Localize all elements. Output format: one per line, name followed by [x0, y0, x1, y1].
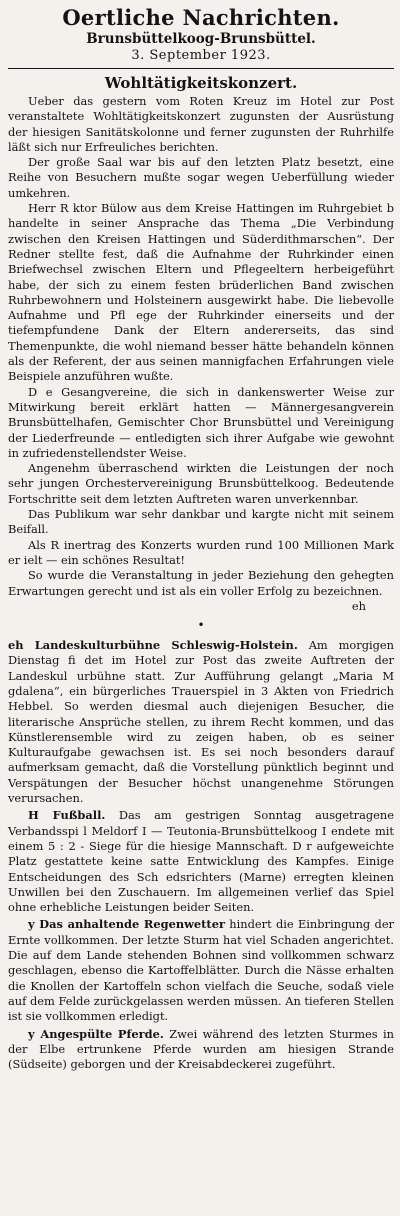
paragraph: Angenehm überraschend wirkten die Leistungen der noch sehr jungen Orchestervereinigung Brunsbüttelkoog. Bedeutende Fortschritte seit dem letzten Auftreten waren unverkennbar. — [8, 461, 394, 506]
paragraph: D e Gesangvereine, die sich in dankenswerter Weise zur Mitwirkung bereit erklärt hatten — Männergesangverein Brunsbüttelhafen, Gemischter Chor Brunsbüttel und Vereinigung der Liederfreunde — entledigten sich ihrer Aufgabe wie gewohnt in zufriedenstellendster Weise. — [8, 384, 394, 460]
section-date: 3. September 1923. — [131, 48, 271, 63]
article-lead: eh Landeskulturbühne Schleswig-Holstein. — [8, 638, 298, 653]
article-text: hindert die Einbringung der Ernte vollkommen. Der letzte Sturm hat viel Schaden angerichtet. Die auf dem Lande stehenden Bohnen sind vollkommen schwarz geschlagen, ebenso die Kartoffelblätter. Durch die Nässe erhalten die Knollen der Kartoffeln schon vielfach die Seuche, sodaß viele auf dem Felde zurückgelassen werden müssen. An tieferen Stellen ist sie vollkommen erledigt. — [8, 917, 395, 1024]
separator-bullet: • — [197, 618, 205, 633]
article-lead: y Das anhaltende Regenwetter — [28, 917, 225, 932]
article-lead: y Angespülte Pferde. — [28, 1026, 164, 1041]
article-text: Das am gestrigen Sonntag ausgetragene Verbandsspi l Meldorf I — Teutonia-Brunsbüttelkoog I endete mit einem 5 : 2 - Siege für die hiesige Mannschaft. D r aufgeweichte Platz gestattete keine satte Entwicklung des Kampfes. Einige Entscheidungen des Sch edsrichters (Marne) erregten kleinen Unwillen bei den Zuschauern. Im allgemeinen verlief das Spiel ohne erhebliche Leistungen beider Seiten. — [8, 808, 395, 915]
article-lead: H Fußball. — [28, 808, 106, 823]
paragraph: So wurde die Veranstaltung in jeder Beziehung den gehegten Erwartungen gerecht und ist als ein voller Erfolg zu bezeichnen. — [8, 568, 394, 598]
paragraph — [8, 808, 394, 915]
paragraph: Das Publikum war sehr dankbar und kargte nicht mit seinem Beifall. — [8, 507, 394, 537]
section-title: Oertliche Nachrichten. — [62, 5, 340, 30]
paragraph: Ueber das gestern vom Roten Kreuz im Hotel zur Post veranstaltete Wohltätigkeitskonzert zugunsten der Ausrüstung der hiesigen Sanitätskolonne und ferner zugunsten der Ruhrhilfe läßt sich nur Erfreuliches berichten. — [8, 94, 394, 154]
article-regenwetter — [8, 917, 394, 1024]
article-text: Am morgigen Dienstag fi det im Hotel zur Post das zweite Auftreten der Landeskul urbühne statt. Zur Aufführung gelangt „Maria M gdalena“, ein bürgerliches Trauerspiel in 3 Akten von Friedrich Hebbel. So werden diesmal auch diejenigen Besucher, die literarische Ansprüche stellen, zu ihrem Recht kommen, und das Künstlerensemble wird zu zeigen haben, ob es seiner Kulturaufgabe gewachsen ist. Es sei noch besonders darauf aufmerksam gemacht, daß die Vorstellung pünktlich beginnt und Verspätungen der Besucher höchst unangenehme Störungen verursachen. — [8, 638, 394, 806]
paragraph — [8, 917, 394, 1024]
paragraph — [8, 638, 394, 806]
paragraph: Herr R ktor Bülow aus dem Kreise Hattingen im Ruhrgebiet b handelte in seiner Ansprache das Thema „Die Verbindung zwischen den Kreisen Hattingen und Süderdithmarschen“. Der Redner stellte fest, daß die Aufnahme der Ruhrkinder einen Briefwechsel zwischen Eltern und Pflegeeltern herbeigeführt habe, der sich zu einem festen brüderlichen Band zwischen Ruhrbewohnern und Holsteinern ausgewirkt habe. Die liebevolle Aufnahme und Pfl ege der Ruhrkinder einerseits und der tiefempfundene Dank der Eltern andererseits, das sind Themenpunkte, die wohl niemand besser hätte behandeln können als der Referent, der aus seinen mannigfachen Erfahrungen viele Beispiele anzuführen wußte. — [8, 201, 394, 384]
divider — [8, 68, 394, 69]
section-subtitle: Brunsbüttelkoog-Brunsbüttel. — [86, 31, 316, 47]
author-signature: eh — [351, 598, 366, 613]
article-body — [8, 94, 394, 599]
article-kulturbuehne — [8, 638, 394, 806]
paragraph — [8, 1027, 394, 1073]
paragraph: Der große Saal war bis auf den letzten Platz besetzt, eine Reihe von Besuchern mußte sogar wegen Ueberfüllung wieder umkehren. — [8, 155, 394, 200]
paragraph: Als R inertrag des Konzerts wurden rund 100 Millionen Mark er ielt — ein schönes Resultat! — [8, 537, 394, 567]
masthead — [8, 6, 394, 64]
article-headline: Wohltätigkeitskonzert. — [104, 74, 298, 92]
article-text: Zwei während des letzten Sturmes in der Elbe ertrunkene Pferde wurden am hiesigen Strande (Südseite) geborgen und der Kreisabdeckerei zugeführt. — [8, 1026, 394, 1072]
article-pferde — [8, 1027, 394, 1073]
article-fussball — [8, 808, 394, 915]
